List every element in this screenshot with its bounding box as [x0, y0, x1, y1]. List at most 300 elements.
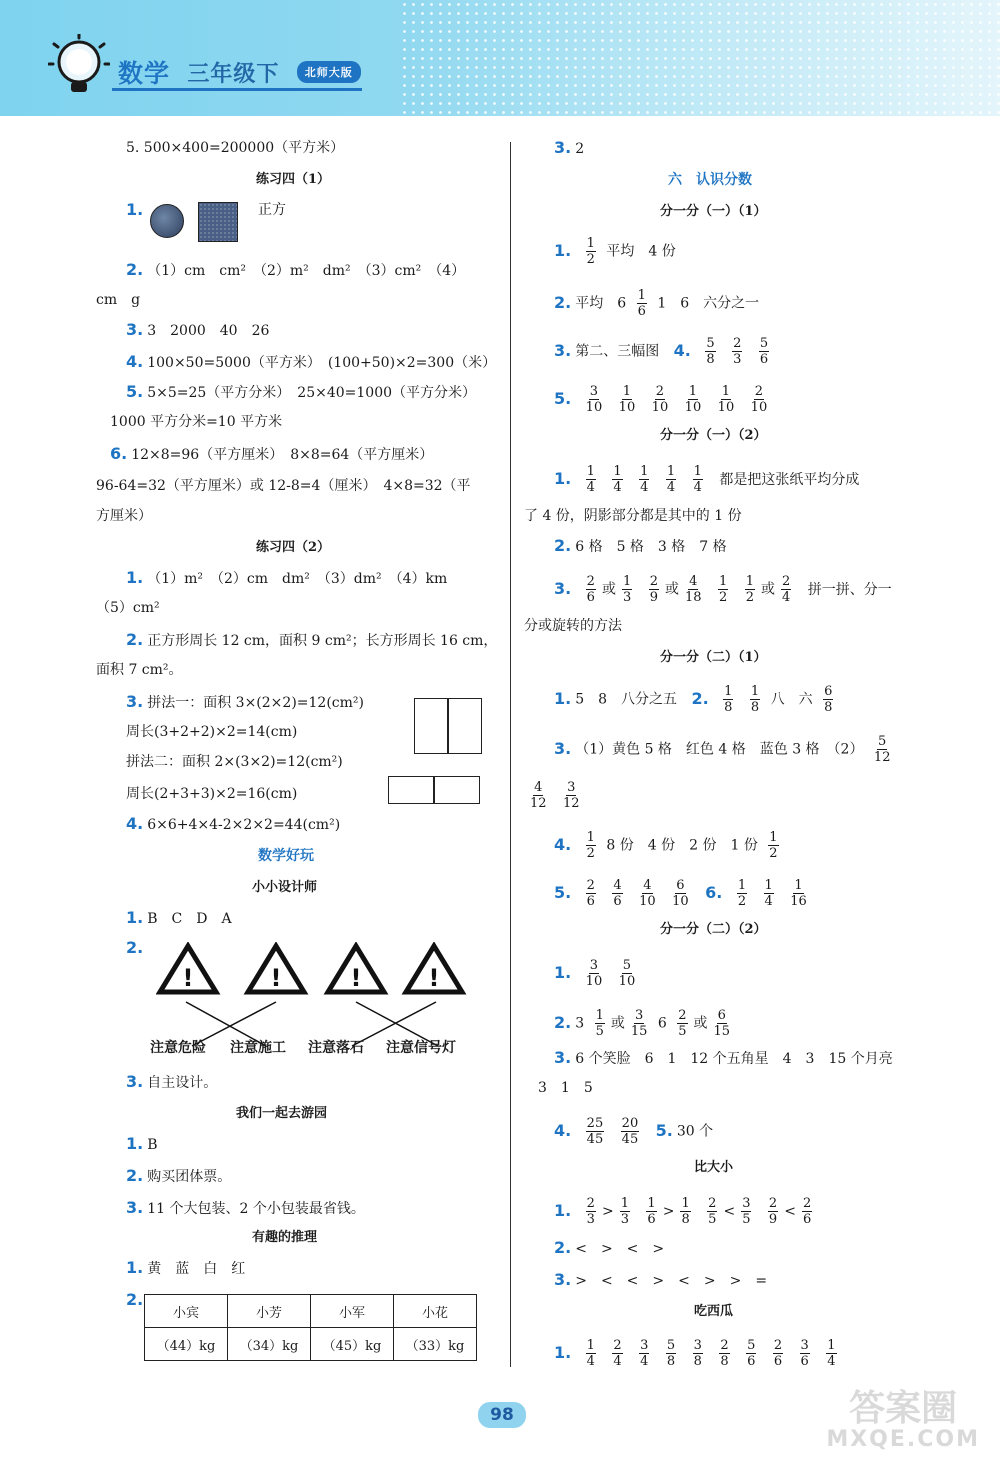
fraction-denominator: 4	[586, 1354, 595, 1369]
table-header: 小宾	[145, 1295, 228, 1328]
fraction-numerator: 2	[720, 1338, 729, 1353]
svg-text:!: !	[270, 964, 282, 992]
fraction-numerator: 4	[643, 878, 652, 893]
answer-text: 平均 4 份	[606, 243, 676, 260]
rectangle-diagram	[414, 698, 449, 754]
section-title: 吃西瓜	[694, 1304, 734, 1319]
fraction-numerator: 2	[781, 574, 791, 589]
answer-text: （1）cm cm² （2）m² dm² （3）cm² （4）	[147, 263, 466, 279]
question-1: 1. $\frac{1}{4}$ $\frac{2}{4}$ $\frac{3}{4}$ $\frac{5}{8}$ $\frac{3}{8}$ $\frac{2}{8}$ $\frac{5}{6}$ $\frac{2}{6}$ $\frac{3}{6}$ $\frac{1}{4}$	[554, 1338, 836, 1369]
fraction-denominator: 6	[747, 1354, 756, 1369]
question-5: 5. $\frac{3}{10}$ $\frac{1}{10}$ $\frac{2}{10}$ $\frac{1}{10}$ $\frac{1}{10}$ $\frac{2}{10}$	[554, 384, 768, 415]
fraction-numerator: 1	[640, 464, 649, 479]
fraction-denominator: 2	[586, 846, 595, 861]
fraction	[586, 958, 603, 989]
fraction-numerator: 2	[708, 1196, 717, 1211]
header-title	[118, 54, 361, 90]
fraction-numerator: 1	[688, 384, 698, 399]
fraction	[759, 336, 769, 367]
answer-cont	[524, 780, 586, 811]
svg-text:!: !	[350, 964, 362, 992]
warning-sign-icon	[406, 946, 462, 992]
fraction-denominator: 16	[790, 894, 807, 909]
question-6: 6. 12×8=96（平方厘米） 8×8=64（平方厘米）	[110, 444, 434, 463]
fraction-denominator: 6	[586, 590, 595, 605]
answer-cont: 周长(2+3+3)×2=16(cm)	[126, 786, 298, 802]
answer-text: > < < > < > > =	[575, 1273, 768, 1289]
answer-text: 8 份 4 份 2 份 1 份	[606, 837, 758, 854]
fraction	[586, 1196, 596, 1227]
fraction-denominator: 4	[613, 1354, 622, 1369]
question-3: 3. （1）黄色 5 格 红色 4 格 蓝色 3 格 （2） $\frac{5}{12}$	[554, 734, 891, 765]
compare-sign: <	[723, 1203, 736, 1220]
answer-text: 6	[657, 1015, 667, 1032]
fraction	[800, 1338, 810, 1369]
header-subject: 数学	[118, 59, 171, 88]
fraction	[563, 780, 580, 811]
fraction	[586, 236, 596, 267]
fraction-numerator: 1	[620, 1196, 629, 1211]
answer-cont: 分或旋转的方法	[524, 618, 622, 634]
fraction	[707, 1196, 717, 1227]
question-2: 2. 购买团体票。	[126, 1166, 232, 1185]
fraction	[586, 464, 596, 495]
fraction	[714, 1008, 731, 1039]
question-4: 4. $\frac{25}{45}$ $\frac{20}{45}$ 5. 30 个	[554, 1116, 714, 1147]
fraction	[764, 878, 774, 909]
fraction-numerator: 2	[733, 336, 742, 351]
fraction-numerator: 5	[878, 734, 887, 749]
fraction	[639, 464, 649, 495]
fraction-denominator: 4	[827, 1354, 836, 1369]
answer-text: 6 个笑脸 6 1 12 个五角星 4 3 15 个月亮	[575, 1051, 893, 1067]
page-number: 98	[478, 1402, 526, 1428]
table-row	[145, 1328, 477, 1361]
fraction	[652, 384, 669, 415]
answer-text: 拼法一：面积 3×(2×2)=12(cm²)	[147, 695, 364, 711]
fraction-denominator: 18	[684, 590, 702, 605]
warning-sign-icon	[248, 946, 304, 992]
page-header	[0, 0, 1000, 116]
fraction-denominator: 5	[708, 1212, 717, 1227]
fraction-denominator: 45	[621, 1132, 639, 1147]
column-divider	[510, 142, 511, 1367]
fraction-denominator: 6	[647, 1212, 656, 1227]
fraction	[637, 288, 647, 319]
fraction	[631, 1008, 648, 1039]
fraction-numerator: 5	[706, 336, 715, 351]
fraction	[586, 574, 596, 605]
fraction-numerator: 1	[737, 878, 747, 893]
weight-table	[144, 1294, 477, 1361]
fraction-denominator: 2	[718, 590, 728, 605]
fraction	[677, 1008, 687, 1039]
fraction-numerator: 1	[794, 878, 803, 893]
answer-text: 黄 蓝 白 红	[147, 1261, 246, 1277]
fraction-numerator: 2	[678, 1008, 687, 1023]
fraction-numerator: 2	[613, 1338, 622, 1353]
answer-text: 6×6+4×4-2×2×2=44(cm²)	[147, 817, 341, 833]
fraction-numerator: 1	[622, 574, 632, 589]
fraction-numerator: 3	[742, 1196, 751, 1211]
fraction-numerator: 5	[747, 1338, 756, 1353]
watermark-main: 答案圈	[849, 1388, 958, 1429]
fraction-numerator: 2	[655, 384, 665, 399]
fraction-numerator: 1	[586, 830, 595, 845]
fraction	[639, 1338, 649, 1369]
fraction-numerator: 3	[800, 1338, 809, 1353]
fraction-denominator: 4	[693, 480, 702, 495]
fraction-numerator: 5	[759, 336, 769, 351]
fraction-numerator: 20	[621, 1116, 639, 1131]
fraction-numerator: 5	[622, 958, 632, 973]
fraction-denominator: 12	[530, 796, 547, 811]
fraction-numerator: 3	[635, 1008, 644, 1023]
question-3: 3. 6 个笑脸 6 1 12 个五角星 4 3 15 个月亮	[554, 1048, 893, 1067]
fraction-denominator: 10	[717, 400, 735, 415]
fraction-numerator: 1	[827, 1338, 836, 1353]
answer-cont: 1000 平方分米=10 平方米	[110, 414, 283, 430]
rectangle-diagram	[434, 776, 480, 804]
question-3: 3. 2	[554, 138, 585, 157]
fraction	[790, 878, 807, 909]
fraction-denominator: 2	[745, 590, 754, 605]
fraction-denominator: 3	[586, 1212, 595, 1227]
question-3: 3. $\frac{2}{6}$ 或 $\frac{1}{3}$ $\frac{2}{9}$ 或 $\frac{4}{18}$ $\frac{1}{2}$ $\frac{1}{2}$ 或 $\frac{2}{4}$ 拼一拼、分一	[554, 574, 892, 605]
answer-cont: 拼法二：面积 2×(3×2)=12(cm²)	[126, 754, 343, 770]
question-1: 1. 黄 蓝 白 红	[126, 1258, 246, 1277]
fraction-denominator: 10	[639, 894, 656, 909]
fraction	[666, 464, 676, 495]
fraction-denominator: 9	[768, 1212, 778, 1227]
fraction-denominator: 10	[750, 400, 768, 415]
fraction-denominator: 8	[750, 700, 760, 715]
fraction-numerator: 1	[750, 684, 760, 699]
fraction-denominator: 3	[622, 590, 632, 605]
fraction	[826, 1338, 836, 1369]
fraction-numerator: 1	[647, 1196, 656, 1211]
answer-text: 11 个大包装、2 个小包装最省钱。	[147, 1201, 365, 1217]
answer-text: 拼一拼、分一	[807, 581, 892, 598]
fraction-numerator: 2	[586, 878, 595, 893]
fraction-denominator: 8	[720, 1354, 729, 1369]
fraction-denominator: 4	[764, 894, 773, 909]
question-1: 1. $\frac{1}{4}$ $\frac{1}{4}$ $\frac{1}{4}$ $\frac{1}{4}$ $\frac{1}{4}$ 都是把这张纸平均分成	[554, 464, 860, 495]
question-1: 1. $\frac{1}{2}$ 平均 4 份	[554, 236, 676, 267]
fraction-numerator: 4	[534, 780, 543, 795]
question-2: 2. < > < >	[554, 1238, 665, 1257]
question-3: 3. > < < > < > > =	[554, 1270, 768, 1289]
answer-text: 都是把这张纸平均分成	[719, 471, 860, 488]
fraction-numerator: 1	[586, 1338, 595, 1353]
fraction-numerator: 3	[693, 1338, 702, 1353]
fraction	[595, 1008, 605, 1039]
answer-text: 购买团体票。	[147, 1169, 232, 1185]
question-2: 2.	[126, 938, 144, 957]
fraction	[768, 1196, 778, 1227]
fraction	[680, 1196, 690, 1227]
fraction	[718, 384, 735, 415]
fraction-denominator: 10	[618, 974, 636, 989]
header-dot-pattern	[400, 0, 1000, 116]
answer-text: 5 8 八分之五	[575, 691, 678, 708]
fraction-numerator: 1	[745, 574, 754, 589]
fraction	[719, 1338, 729, 1369]
question-3: 3. 3 2000 40 26	[126, 320, 270, 339]
answer-text: 1 6 六分之一	[657, 295, 760, 312]
svg-text:!: !	[182, 964, 194, 992]
fraction-denominator: 10	[684, 400, 702, 415]
question-4: 4. 6×6+4×4-2×2×2=44(cm²)	[126, 814, 341, 833]
answer-text: 3 2000 40 26	[147, 323, 270, 339]
answer-text: 八 六	[770, 691, 813, 708]
fraction	[685, 384, 702, 415]
fraction	[530, 780, 547, 811]
fraction	[586, 878, 596, 909]
fraction	[750, 684, 760, 715]
fraction-denominator: 2	[769, 846, 778, 861]
fraction-denominator: 6	[613, 894, 622, 909]
answer-cont: cm g	[96, 292, 141, 308]
fraction-numerator: 6	[717, 1008, 726, 1023]
fraction-numerator: 1	[622, 384, 632, 399]
question-4: 4. 100×50=5000（平方米） (100+50)×2=300（米）	[126, 352, 497, 371]
fraction-denominator: 12	[563, 796, 580, 811]
fraction-numerator: 3	[589, 958, 599, 973]
question-1: 1. $\frac{3}{10}$ $\frac{5}{10}$	[554, 958, 636, 989]
fraction	[781, 574, 791, 605]
or-text: 或	[601, 581, 616, 598]
fraction-denominator: 2	[586, 252, 595, 267]
fraction-numerator: 3	[640, 1338, 649, 1353]
fraction	[723, 684, 733, 715]
fraction	[745, 574, 755, 605]
fraction-numerator: 1	[693, 464, 702, 479]
section-title: 练习四（2）	[256, 540, 331, 555]
section-title: 比大小	[694, 1160, 734, 1175]
answer-text: 100×50=5000（平方米） (100+50)×2=300（米）	[147, 355, 497, 371]
fraction	[746, 1338, 756, 1369]
fraction-numerator: 1	[666, 464, 676, 479]
question-5: 5. 5×5=25（平方分米） 25×40=1000（平方分米）	[126, 382, 477, 401]
fraction	[612, 464, 622, 495]
fraction-denominator: 8	[666, 1354, 676, 1369]
fraction-numerator: 1	[721, 384, 731, 399]
fraction-denominator: 6	[800, 1354, 809, 1369]
header-underline	[112, 88, 362, 91]
fraction	[586, 830, 596, 861]
question-3: 3. 第二、三幅图 4. $\frac{5}{8}$ $\frac{2}{3}$ $\frac{5}{6}$	[554, 336, 769, 367]
question-2: 2. 平均 6 $\frac{1}{6}$ 1 6 六分之一	[554, 288, 760, 319]
fraction-numerator: 5	[666, 1338, 676, 1353]
fraction	[737, 878, 747, 909]
fraction-numerator: 25	[586, 1116, 604, 1131]
fraction-numerator: 1	[764, 878, 773, 893]
fraction	[732, 336, 742, 367]
fraction	[768, 830, 778, 861]
answer-text: B C D A	[147, 911, 232, 927]
question-1: 1. B C D A	[126, 908, 232, 927]
sign-label: 注意危险	[150, 1040, 206, 1056]
fraction-denominator: 4	[666, 480, 676, 495]
answer-cont: 96-64=32（平方厘米）或 12-8=4（厘米） 4×8=32（平	[96, 478, 471, 494]
fraction-denominator: 4	[586, 480, 595, 495]
fraction-numerator: 6	[676, 878, 685, 893]
table-cell: （34）kg	[228, 1328, 311, 1361]
compare-sign: >	[601, 1203, 614, 1220]
question-1: 1.	[126, 200, 144, 219]
fraction-denominator: 8	[693, 1354, 702, 1369]
svg-text:!: !	[428, 964, 440, 992]
warning-sign-icon	[160, 946, 216, 992]
fraction-denominator: 10	[585, 974, 603, 989]
fraction-denominator: 6	[759, 352, 769, 367]
fraction-denominator: 5	[742, 1212, 751, 1227]
answer-text: 3	[575, 1015, 585, 1032]
question-2: 2. （1）cm cm² （2）m² dm² （3）cm² （4）	[126, 260, 466, 279]
sign-label: 注意施工	[230, 1040, 286, 1056]
fraction	[874, 734, 891, 765]
chapter-title: 六 认识分数	[668, 172, 752, 188]
fraction	[649, 574, 659, 605]
fraction-numerator: 2	[649, 574, 658, 589]
question-1: 1. $\frac{2}{3}$ > $\frac{1}{3}$ $\frac{1}{6}$ > $\frac{1}{8}$ $\frac{2}{5}$ < $\frac{3}{5}$ $\frac{2}{9}$ < $\frac{2}{6}$	[554, 1196, 812, 1227]
section-title: 分一分（一）（1）	[660, 204, 767, 219]
question-4: 4. $\frac{1}{2}$ 8 份 4 份 2 份 1 份 $\frac{1}{2}$	[554, 830, 778, 861]
fraction-denominator: 4	[640, 1354, 649, 1369]
fraction-denominator: 4	[640, 480, 649, 495]
question-5: 5. $\frac{2}{6}$ $\frac{4}{6}$ $\frac{4}{10}$ $\frac{6}{10}$ 6. $\frac{1}{2}$ $\frac{1}{4}$ $\frac{1}{16}$	[554, 878, 807, 909]
watermark	[826, 1390, 980, 1452]
watermark-sub: MXQE.COM	[826, 1427, 980, 1452]
header-grade: 三年级下	[187, 61, 280, 87]
fraction	[612, 878, 622, 909]
fraction-denominator: 2	[737, 894, 747, 909]
fraction	[705, 336, 715, 367]
fraction-denominator: 3	[620, 1212, 629, 1227]
answer-text: 正方形周长 12 cm，面积 9 cm²；长方形周长 16 cm，	[147, 633, 498, 649]
table-header-row	[145, 1295, 477, 1328]
answer-cont: 面积 7 cm²。	[96, 662, 183, 678]
edition-badge: 北师大版	[297, 61, 361, 83]
fraction-denominator: 6	[637, 304, 646, 319]
fraction-denominator: 8	[724, 700, 733, 715]
answer-text: 自主设计。	[147, 1075, 218, 1091]
fraction-denominator: 15	[630, 1024, 648, 1039]
answer-text: 6 格 5 格 3 格 7 格	[575, 539, 727, 555]
question-2: 2.	[126, 1290, 144, 1309]
table-header: 小花	[394, 1295, 477, 1328]
or-text: 或	[664, 581, 679, 598]
answer-cont: 方厘米）	[96, 508, 152, 524]
sign-label: 注意信号灯	[386, 1040, 456, 1056]
fraction	[622, 574, 632, 605]
table-header: 小军	[311, 1295, 394, 1328]
fraction-numerator: 2	[768, 1196, 778, 1211]
fraction	[666, 1338, 676, 1369]
fraction-denominator: 15	[713, 1024, 731, 1039]
fraction	[693, 464, 703, 495]
fraction-numerator: 1	[637, 288, 646, 303]
answer-cont: 周长(3+2+2)×2=14(cm)	[126, 724, 298, 740]
fraction	[646, 1196, 656, 1227]
answer-cont: （5）cm²	[96, 600, 160, 616]
warning-sign-icon	[328, 946, 384, 992]
table-cell: （33）kg	[394, 1328, 477, 1361]
table-cell: （45）kg	[311, 1328, 394, 1361]
answer-text: 12×8=96（平方厘米） 8×8=64（平方厘米）	[131, 447, 434, 463]
answer-text: 平均 6	[575, 295, 627, 312]
fraction-denominator: 5	[595, 1024, 604, 1039]
fraction-denominator: 9	[649, 590, 658, 605]
fraction	[672, 878, 689, 909]
fraction	[718, 574, 728, 605]
fraction-denominator: 10	[585, 400, 603, 415]
question-3: 3. 拼法一：面积 3×(2×2)=12(cm²)	[126, 692, 364, 711]
section-title: 分一分（二）（1）	[660, 650, 767, 665]
fraction-denominator: 4	[781, 590, 791, 605]
fraction-denominator: 6	[586, 894, 595, 909]
fraction-denominator: 45	[586, 1132, 604, 1147]
section-title: 小小设计师	[252, 880, 318, 895]
question-1: 1. （1）m² （2）cm dm² （3）dm² （4）km	[126, 568, 448, 587]
fraction-numerator: 1	[769, 830, 778, 845]
section-title: 分一分（一）（2）	[660, 428, 767, 443]
fraction-numerator: 4	[689, 574, 698, 589]
fraction-denominator: 6	[773, 1354, 783, 1369]
fraction	[586, 1116, 605, 1147]
question-1: 1. B	[126, 1134, 158, 1153]
fraction-denominator: 10	[618, 400, 636, 415]
fraction-numerator: 3	[589, 384, 599, 399]
section-title: 分一分（二）（2）	[660, 922, 767, 937]
answer-text: < > < >	[575, 1241, 665, 1257]
fraction-denominator: 5	[678, 1024, 687, 1039]
fraction-numerator: 1	[586, 236, 595, 251]
fraction-numerator: 3	[567, 780, 576, 795]
question-3: 3. 自主设计。	[126, 1072, 218, 1091]
fraction	[620, 1196, 630, 1227]
question-2: 2. 6 格 5 格 3 格 7 格	[554, 536, 727, 555]
circle-shape	[150, 204, 184, 238]
fraction	[741, 1196, 751, 1227]
fraction	[639, 878, 656, 909]
square-shape	[198, 202, 238, 242]
fraction	[621, 1116, 640, 1147]
fraction	[619, 958, 636, 989]
fraction	[685, 574, 702, 605]
question-3: 3. 11 个大包装、2 个小包装最省钱。	[126, 1198, 365, 1217]
sign-label: 注意落石	[308, 1040, 364, 1056]
chapter-title: 数学好玩	[258, 848, 314, 864]
fraction-denominator: 8	[824, 700, 833, 715]
question-2: 2. 3 $\frac{1}{5}$ 或 $\frac{3}{15}$ 6 $\frac{2}{5}$ 或 $\frac{6}{15}$	[554, 1008, 731, 1039]
lightbulb-icon	[48, 34, 110, 96]
answer-text: 30 个	[676, 1123, 714, 1140]
or-text: 或	[693, 1015, 708, 1032]
fraction-numerator: 1	[681, 1196, 690, 1211]
fraction	[823, 684, 833, 715]
compare-sign: >	[662, 1203, 675, 1220]
fraction-denominator: 10	[672, 894, 689, 909]
fraction-numerator: 2	[586, 1196, 595, 1211]
section-title: 有趣的推理	[252, 1230, 318, 1245]
fraction	[773, 1338, 783, 1369]
answer-text: （1）m² （2）cm dm² （3）dm² （4）km	[147, 571, 448, 587]
table-header: 小芳	[228, 1295, 311, 1328]
answer-text: B	[147, 1137, 158, 1153]
answer-text: （1）黄色 5 格 红色 4 格 蓝色 3 格 （2）	[575, 741, 864, 758]
